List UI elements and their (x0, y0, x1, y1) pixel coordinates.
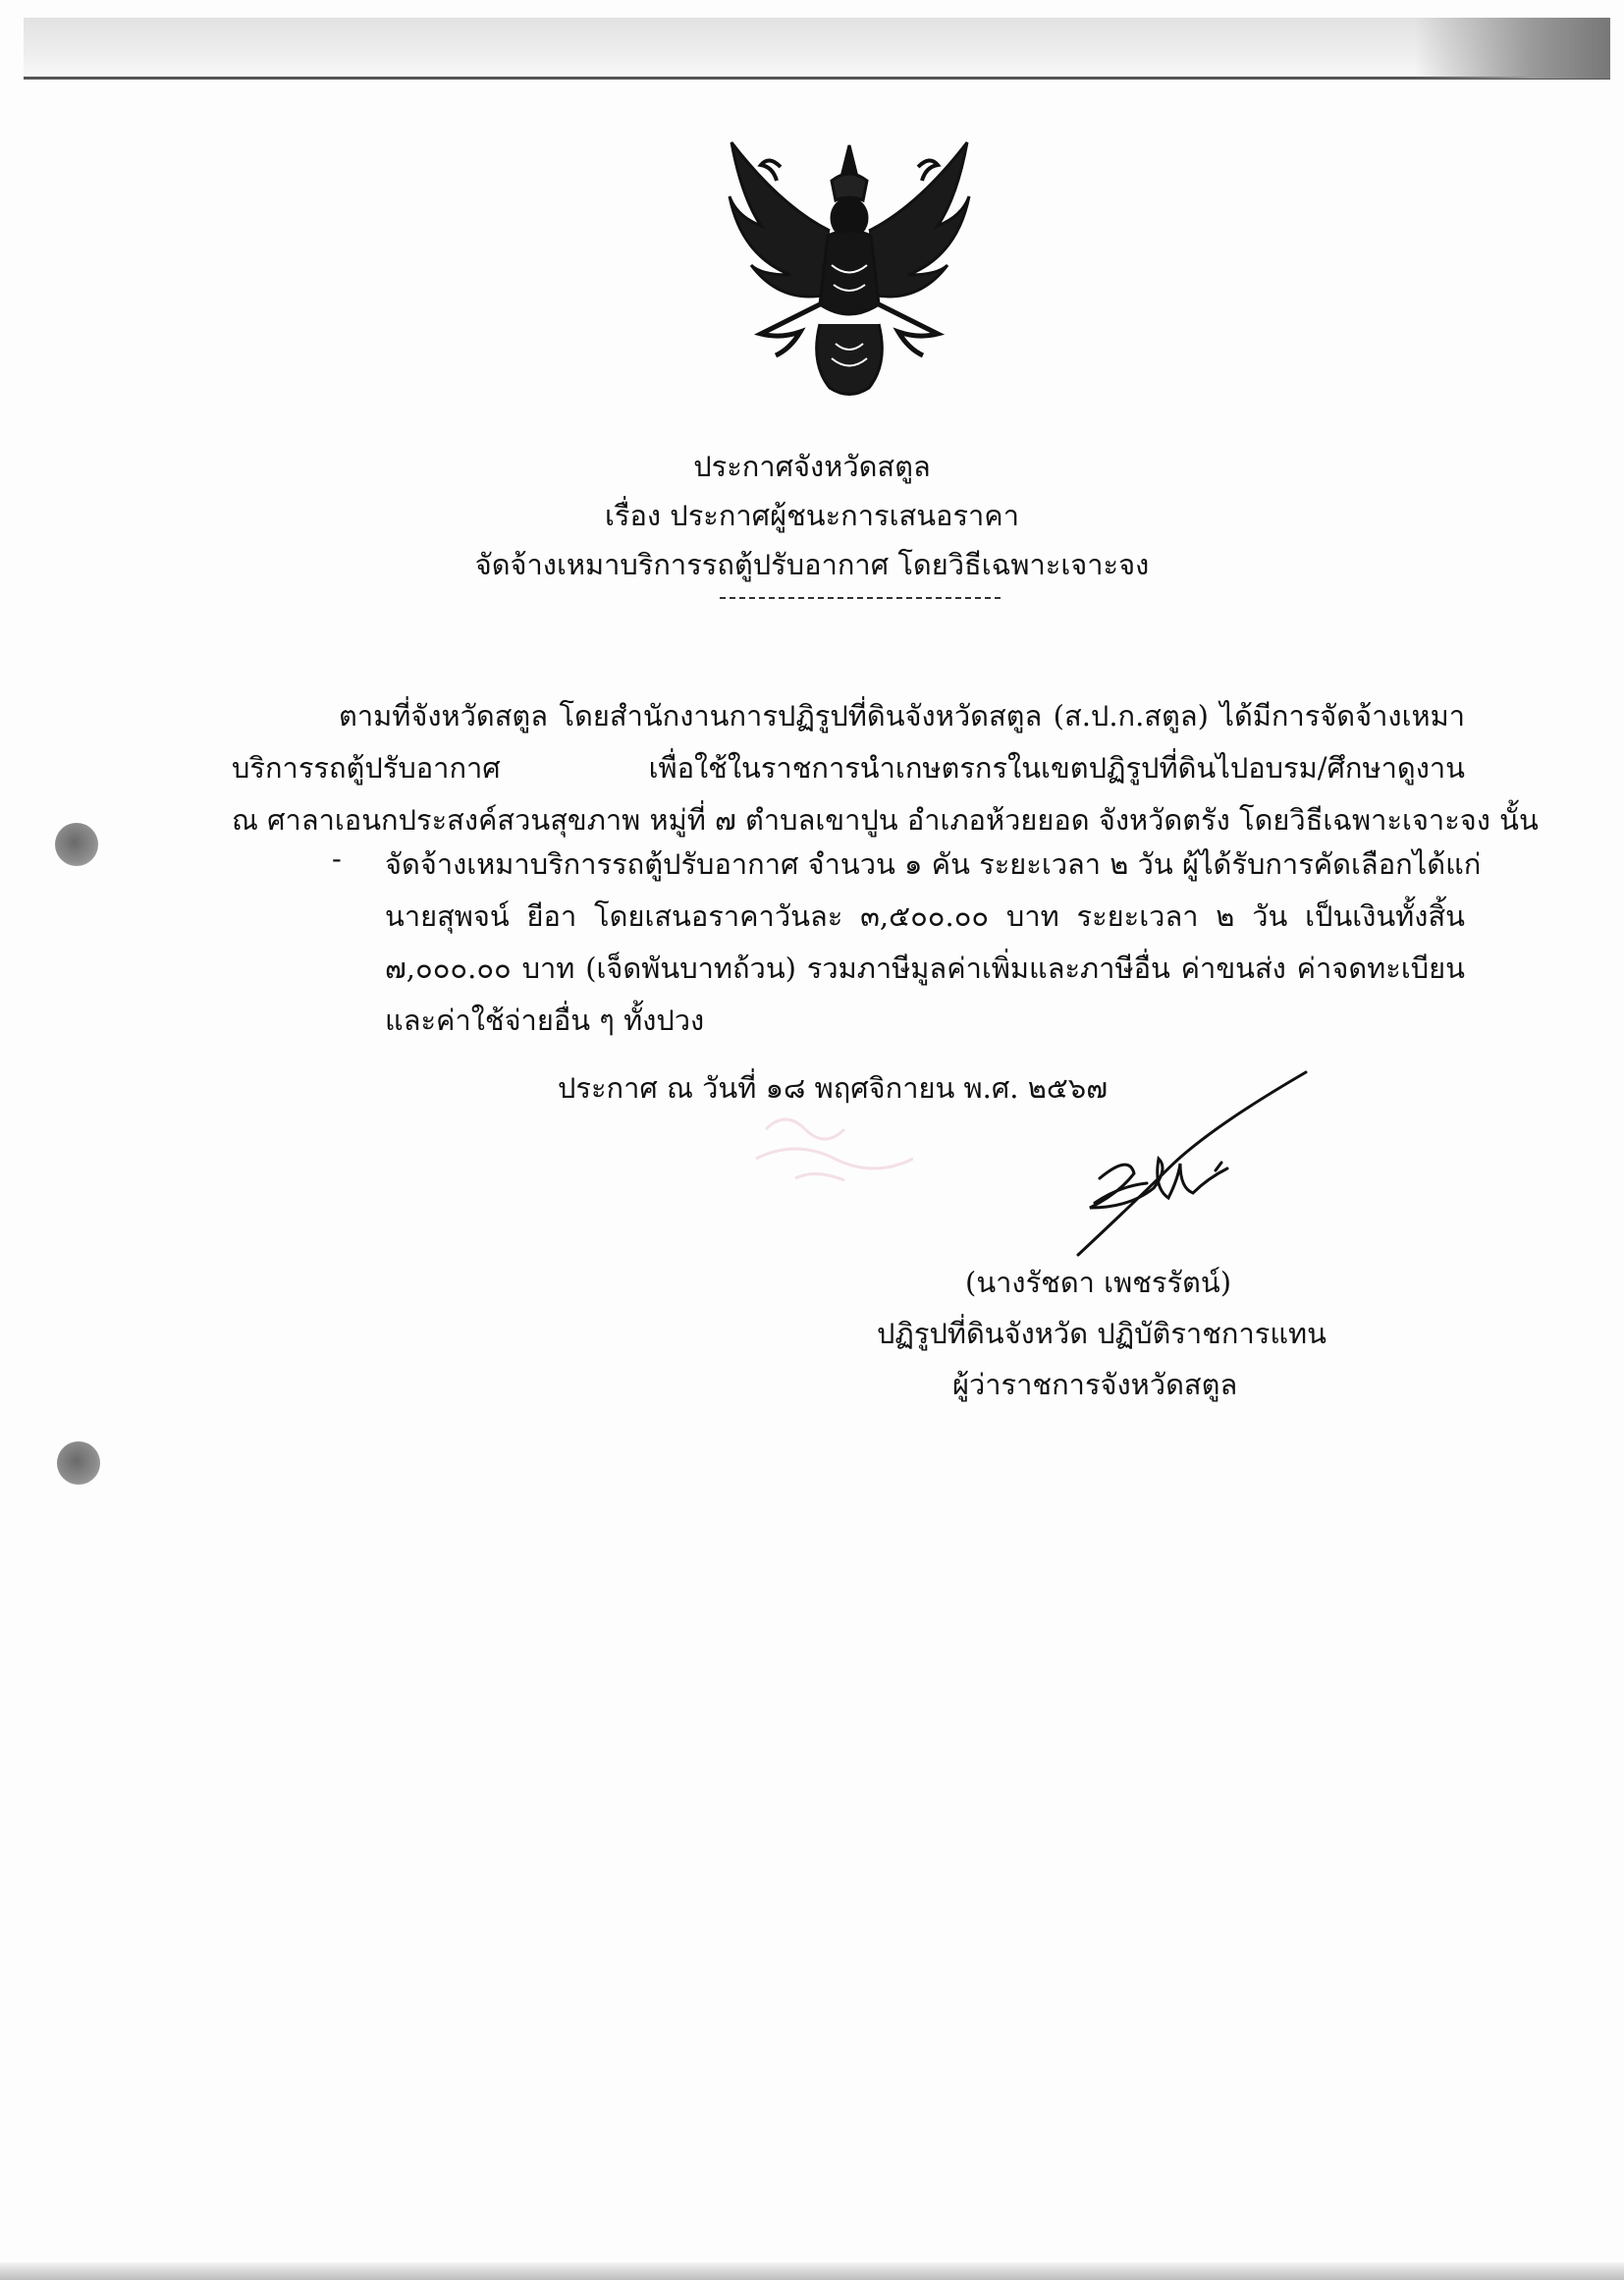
bullet-line-2: นายสุพจน์ ยีอา โดยเสนอราคาวันละ ๓,๕๐๐.๐๐ บาท ระยะเวลา ๒ วัน เป็นเงินทั้งสิ้น (385, 899, 1465, 933)
intro-line-3: ณ ศาลาเอนกประสงค์สวนสุขภาพ หมู่ที่ ๗ ตำบลเขาปูน อำเภอห้วยยอด จังหวัดตรัง โดยวิธีเฉพาะเจาะจง นั้น (232, 803, 1539, 837)
signatory-name: (นางรัชดา เพชรรัตน์) (965, 1266, 1232, 1299)
scan-bottom-edge (0, 2262, 1624, 2280)
punch-hole-top (55, 823, 98, 866)
intro-line-1: ตามที่จังหวัดสตูล โดยสำนักงานการปฏิรูปที่ดินจังหวัดสตูล (ส.ป.ก.สตูล) ได้มีการจัดจ้างเหมา (339, 699, 1465, 733)
bullet-marker: - (332, 841, 342, 875)
document-subject: เรื่อง ประกาศผู้ชนะการเสนอราคา (605, 499, 1019, 532)
bullet-line-1: จัดจ้างเหมาบริการรถตู้ปรับอากาศ จำนวน ๑ คัน ระยะเวลา ๒ วัน ผู้ได้รับการคัดเลือกได้แก่ (385, 847, 1482, 881)
scan-shadow (1414, 18, 1610, 79)
garuda-emblem-icon (722, 137, 977, 403)
signatory-authority: ผู้ว่าราชการจังหวัดสตูล (952, 1368, 1238, 1401)
bullet-line-4: และค่าใช้จ่ายอื่น ๆ ทั้งปวง (385, 1004, 705, 1037)
intro-line-2: บริการรถตู้ปรับอากาศ เพื่อใช้ในราชการนำเกษตรกรในเขตปฏิรูปที่ดินไปอบรม/ศึกษาดูงาน (232, 751, 1465, 785)
signature (1060, 1060, 1316, 1257)
signatory-position: ปฏิรูปที่ดินจังหวัด ปฏิบัติราชการแทน (877, 1317, 1326, 1350)
title-divider (720, 597, 1001, 599)
document-title: ประกาศจังหวัดสตูล (693, 450, 931, 483)
document-subject-detail: จัดจ้างเหมาบริการรถตู้ปรับอากาศ โดยวิธีเฉพาะเจาะจง (474, 548, 1150, 581)
punch-hole-bottom (57, 1441, 100, 1485)
faint-stamp (550, 1090, 1021, 1198)
announce-date: ประกาศ ณ วันที่ ๑๘ พฤศจิกายน พ.ศ. ๒๕๖๗ (558, 1071, 1109, 1105)
scan-top-edge (24, 18, 1610, 80)
bullet-line-3: ๗,๐๐๐.๐๐ บาท (เจ็ดพันบาทถ้วน) รวมภาษีมูลค่าเพิ่มและภาษีอื่น ค่าขนส่ง ค่าจดทะเบียน (385, 951, 1465, 985)
